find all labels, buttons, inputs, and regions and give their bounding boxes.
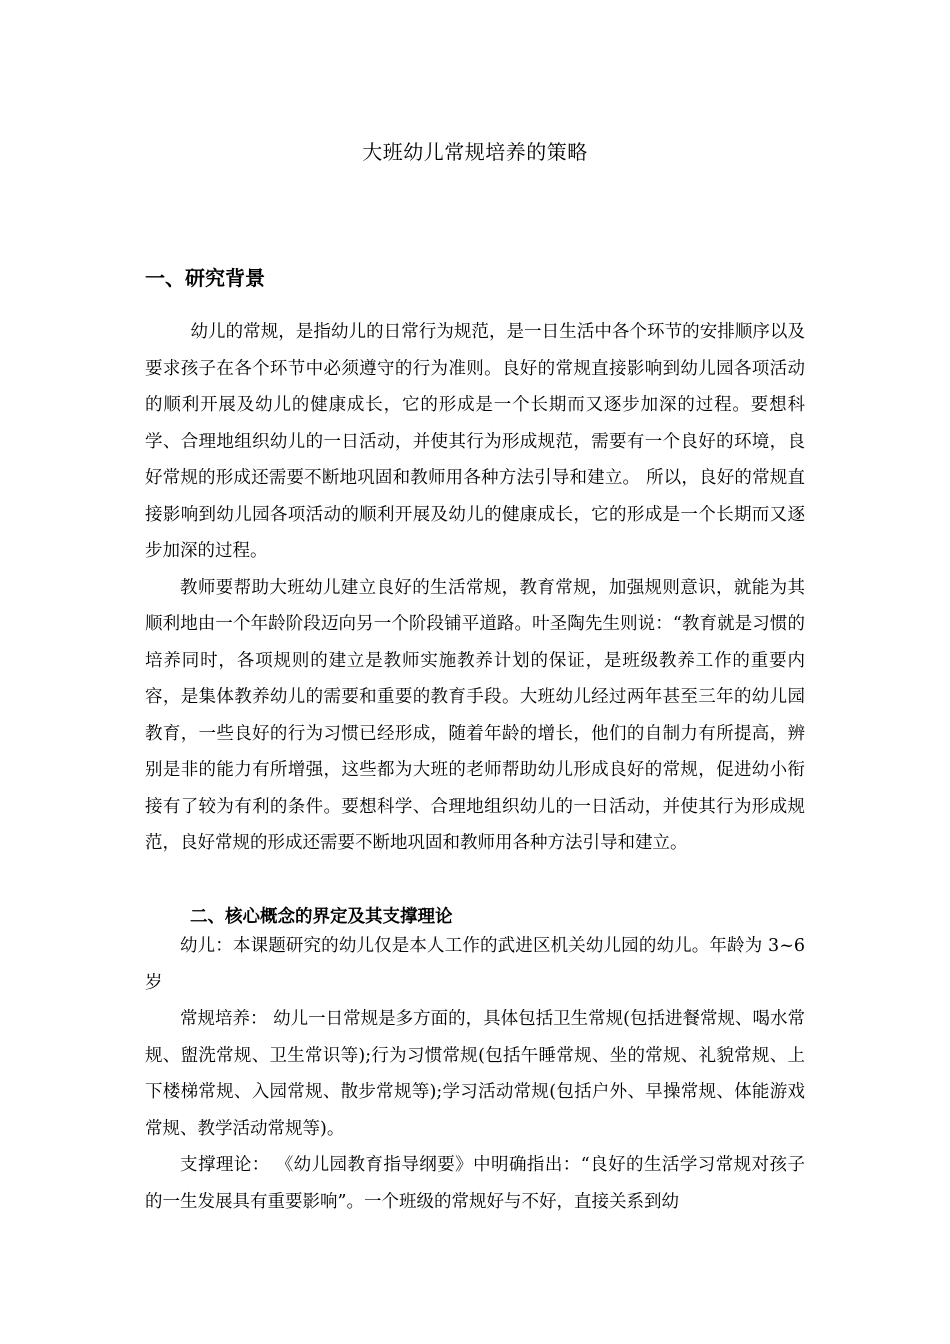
section-heading-background: 一、研究背景: [145, 266, 265, 290]
document-title: 大班幼儿常规培养的策略: [362, 140, 588, 164]
paragraph-supporting-theory: 支撑理论： 《幼儿园教育指导纲要》中明确指出：“良好的生活学习常规对孩子的一生发展具有重要影响”。一个班级的常规好与不好，直接关系到幼: [145, 1155, 805, 1212]
paragraph-routine-training: 常规培养： 幼儿一日常规是多方面的，具体包括卫生常规(包括进餐常规、喝水常规、盥洗常规、卫生常识等);行为习惯常规(包括午睡常规、坐的常规、礼貌常规、上下楼梯常规、入园常规、散步常规等);学习活动常规(包括户外、早操常规、体能游戏常规、教学活动常规等)。: [145, 1009, 805, 1139]
section-heading-core-concepts: 二、核心概念的界定及其支撑理论: [190, 907, 453, 927]
section-concepts-body: [145, 905, 805, 1220]
paragraph-routine-definition: 幼儿的常规，是指幼儿的日常行为规范，是一日生活中各个环节的安排顺序以及要求孩子在各个环节中必须遵守的行为准则。良好的常规直接影响到幼儿园各项活动的顺利开展及幼儿的健康成长，它的形成是一个长期而又逐步加深的过程。要想科学、合理地组织幼儿的一日活动，并使其行为形成规范，需要有一个良好的环境，良好常规的形成还需要不断地巩固和教师用各种方法引导和建立。 所以，良好的常规直接影响到幼儿园各项活动的顺利开展及幼儿的健康成长，它的形成是一个长期而又逐步加深的过程。: [145, 322, 805, 561]
paragraph-teacher-role: 教师要帮助大班幼儿建立良好的生活常规，教育常规，加强规则意识，就能为其顺利地由一个年龄阶段迈向另一个阶段铺平道路。叶圣陶先生则说：“教育就是习惯的培养同时，各项规则的建立是教师实施教养计划的保证，是班级教养工作的重要内容，是集体教养幼儿的需要和重要的教育手段。大班幼儿经过两年甚至三年的幼儿园教育，一些良好的行为习惯已经形成，随着年龄的增长，他们的自制力有所提高，辨别是非的能力有所增强，这些都为大班的老师帮助幼儿形成良好的常规，促进幼小衔接有了较为有利的条件。要想科学、合理地组织幼儿的一日活动，并使其行为形成规范，良好常规的形成还需要不断地巩固和教师用各种方法引导和建立。: [145, 577, 805, 853]
section-background-body: [145, 314, 805, 862]
paragraph-child-definition: 幼儿：本课题研究的幼儿仅是本人工作的武进区机关幼儿园的幼儿。年龄为 3~6 岁: [145, 936, 805, 993]
